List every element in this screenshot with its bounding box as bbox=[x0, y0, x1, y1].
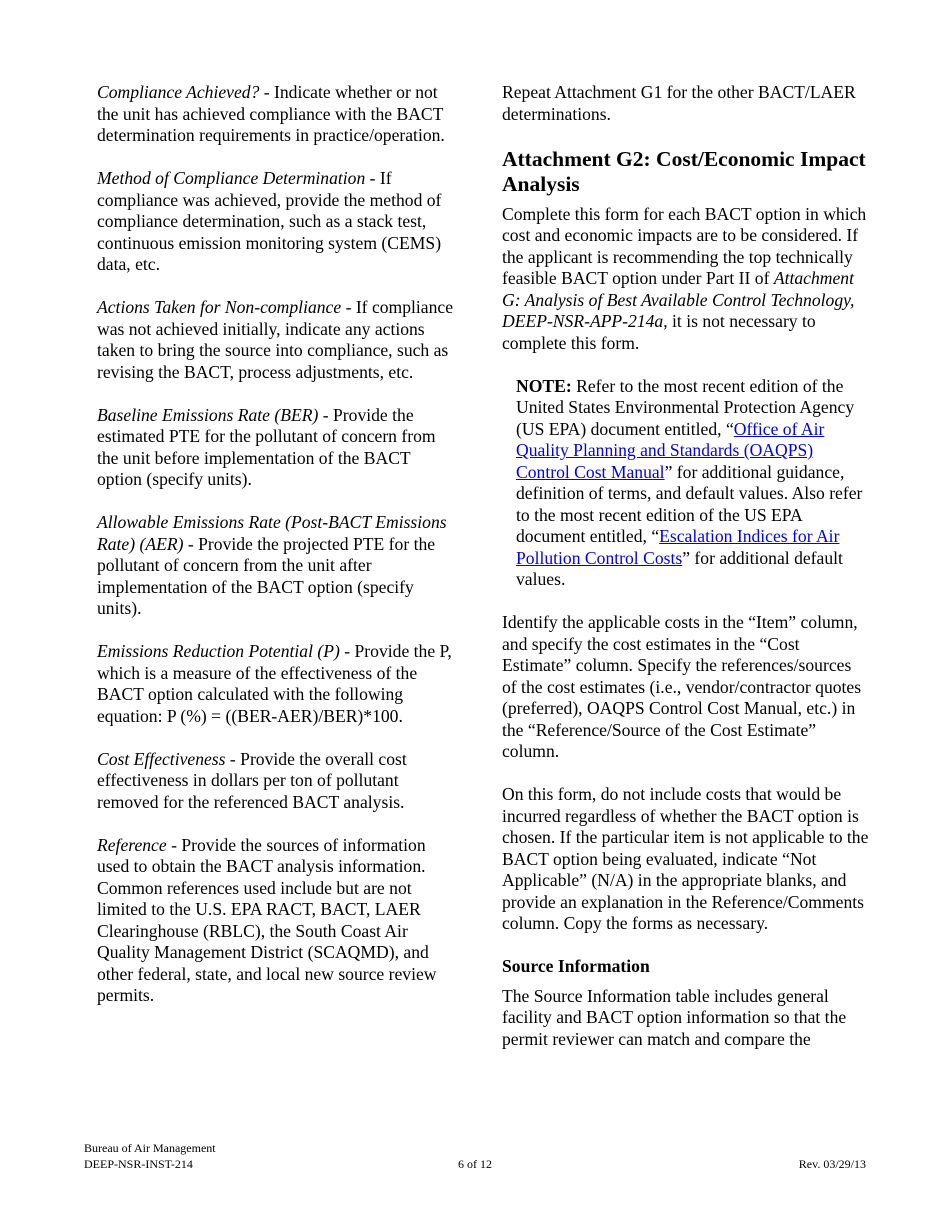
footer-revision: Rev. 03/29/13 bbox=[798, 1157, 866, 1171]
footer-bureau: Bureau of Air Management bbox=[84, 1141, 216, 1155]
g2-heading: Attachment G2: Cost/Economic Impact Analysis bbox=[502, 146, 866, 196]
footer-page-number: 6 of 12 bbox=[458, 1157, 492, 1171]
note-text: ” for additional guidance, definition of terms, and default values. Also refer to the most recent edition of the US EPA document entitled, “ bbox=[516, 461, 863, 546]
actions-taken-paragraph bbox=[97, 297, 455, 383]
term: Baseline Emissions Rate (BER) bbox=[97, 404, 319, 425]
intro-text-end: , it is not necessary to complete this form. bbox=[502, 311, 816, 353]
note-label: NOTE: bbox=[516, 375, 572, 396]
cost-effectiveness-paragraph bbox=[97, 749, 455, 814]
intro-italic: Attachment G: Analysis of Best Available Control Technology, DEEP-NSR-APP-214a bbox=[502, 268, 855, 331]
note-text: ” for additional default values. bbox=[516, 547, 843, 589]
left-column bbox=[97, 82, 455, 1028]
repeat-paragraph: Repeat Attachment G1 for the other BACT/LAER determinations. bbox=[502, 82, 856, 124]
source-information-paragraph: The Source Information table includes general facility and BACT option information so that the permit reviewer can match and compare the bbox=[502, 985, 847, 1049]
reference-paragraph bbox=[97, 835, 455, 1007]
footer-doc-id: DEEP-NSR-INST-214 bbox=[84, 1157, 193, 1171]
term: Allowable Emissions Rate (Post-BACT Emissions Rate) (AER) bbox=[97, 512, 447, 554]
note-text: Refer to the most recent edition of the United States Environmental Protection Agency (US EPA) document entitled, “ bbox=[516, 375, 855, 439]
definition: - If compliance was achieved, provide the method of compliance determination, such as a stack test, continuous emission monitoring system (CEMS) data, etc. bbox=[97, 168, 442, 274]
g2-intro-paragraph bbox=[502, 204, 870, 355]
identify-costs-paragraph: Identify the applicable costs in the “Item” column, and specify the cost estimates in the “Cost Estimate” column. Specify the references/sources of the cost estimates (i.e., vendor/contractor quotes (preferred), OAQPS Control Cost Manual, etc.) in the “Reference/Source of the Cost Estimate” column. bbox=[502, 612, 862, 761]
emissions-reduction-paragraph bbox=[97, 641, 455, 727]
term: Actions Taken for Non-compliance bbox=[97, 297, 342, 317]
oaqps-cost-manual-link[interactable]: Office of Air Quality Planning and Standards (OAQPS) Control Cost Manual bbox=[516, 418, 825, 482]
definition: - Provide the estimated PTE for the pollutant of concern from the unit before implementation of the BACT option (specify units). bbox=[97, 404, 436, 489]
definition: - Indicate whether or not the unit has achieved compliance with the BACT determination requirements in practice/operation. bbox=[97, 82, 445, 145]
source-information-heading: Source Information bbox=[502, 956, 650, 976]
definition: - Provide the P, which is a measure of the effectiveness of the BACT option calculated with the following equation: P (%) = ((BER-AER)/BER)*100. bbox=[97, 641, 452, 726]
method-of-compliance-paragraph bbox=[97, 168, 455, 276]
definition: - If compliance was not achieved initially, indicate any actions taken to bring the source into compliance, such as revising the BACT, process adjustments, etc. bbox=[97, 297, 454, 382]
definition: - Provide the sources of information used to obtain the BACT analysis information. Common references used include but are not limited to the U.S. EPA RACT, BACT, LAER Clearinghouse (RBLC), the South Coast Air Quality Management District (SCAQMD), and other federal, state, and local new source review permits. bbox=[97, 834, 437, 1005]
note-paragraph bbox=[516, 376, 870, 591]
term: Method of Compliance Determination bbox=[97, 168, 366, 188]
definition: - Provide the overall cost effectiveness in dollars per ton of pollutant removed for the referenced BACT analysis. bbox=[97, 748, 407, 812]
term: Compliance Achieved? bbox=[97, 82, 260, 102]
term: Reference bbox=[97, 834, 167, 855]
baseline-emissions-paragraph bbox=[97, 405, 455, 491]
escalation-indices-link[interactable]: Escalation Indices for Air Pollution Control Costs bbox=[516, 526, 840, 568]
intro-text: Complete this form for each BACT option in which cost and economic impacts are to be considered. If the applicant is recommending the top technically feasible BACT option under Part II of bbox=[502, 203, 867, 288]
on-this-form-paragraph: On this form, do not include costs that would be incurred regardless of whether the BACT option is chosen. If the particular item is not applicable to the BACT option being evaluated, indicate “Not Applicable” (N/A) in the appropriate blanks, and provide an explanation in the Reference/Comments column. Copy the forms as necessary. bbox=[502, 784, 869, 933]
compliance-achieved-paragraph bbox=[97, 82, 455, 147]
right-column bbox=[502, 82, 870, 1072]
allowable-emissions-paragraph bbox=[97, 512, 455, 620]
definition: - Provide the projected PTE for the pollutant of concern from the unit after implementation of the BACT option (specify units). bbox=[97, 533, 436, 618]
term: Emissions Reduction Potential (P) bbox=[97, 641, 340, 661]
term: Cost Effectiveness bbox=[97, 748, 226, 769]
